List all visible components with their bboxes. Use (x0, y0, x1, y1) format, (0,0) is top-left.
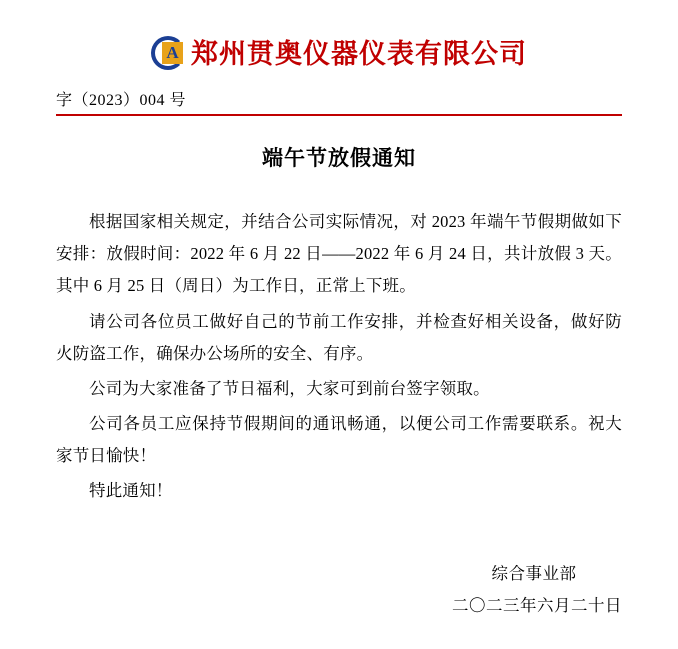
body-paragraph: 公司各员工应保持节假期间的通讯畅通，以便公司工作需要联系。祝大家节日愉快！ (56, 414, 622, 466)
letterhead (56, 0, 622, 75)
company-logo-icon (151, 36, 185, 70)
document-body (56, 206, 622, 508)
logo-letter: A (162, 42, 183, 64)
company-name: 郑州贯奥仪器仪表有限公司 (191, 39, 527, 70)
document-title: 端午节放假通知 (262, 146, 416, 170)
signature-date: 二〇二三年六月二十日 (452, 595, 622, 615)
body-paragraph: 请公司各位员工做好自己的节前工作安排，并检查好相关设备，做好防火防盗工作，确保办公场所的安全、有序。 (56, 311, 622, 363)
body-paragraph: 根据国家相关规定，并结合公司实际情况，对 2023 年端午节假期做如下安排：放假时间：2022 年 6 月 22 日——2022 年 6 月 24 日，共计放假 3 天。其中 6 月 25 日（周日）为工作日，正常上下班。 (56, 212, 622, 296)
body-paragraph: 公司为大家准备了节日福利，大家可到前台签字领取。 (89, 378, 490, 398)
body-paragraph: 特此通知！ (89, 481, 173, 501)
header-divider (56, 114, 622, 116)
signature-block (452, 558, 622, 621)
document-number: 字（2023）004 号 (56, 92, 187, 109)
signature-department: 综合事业部 (491, 564, 577, 584)
